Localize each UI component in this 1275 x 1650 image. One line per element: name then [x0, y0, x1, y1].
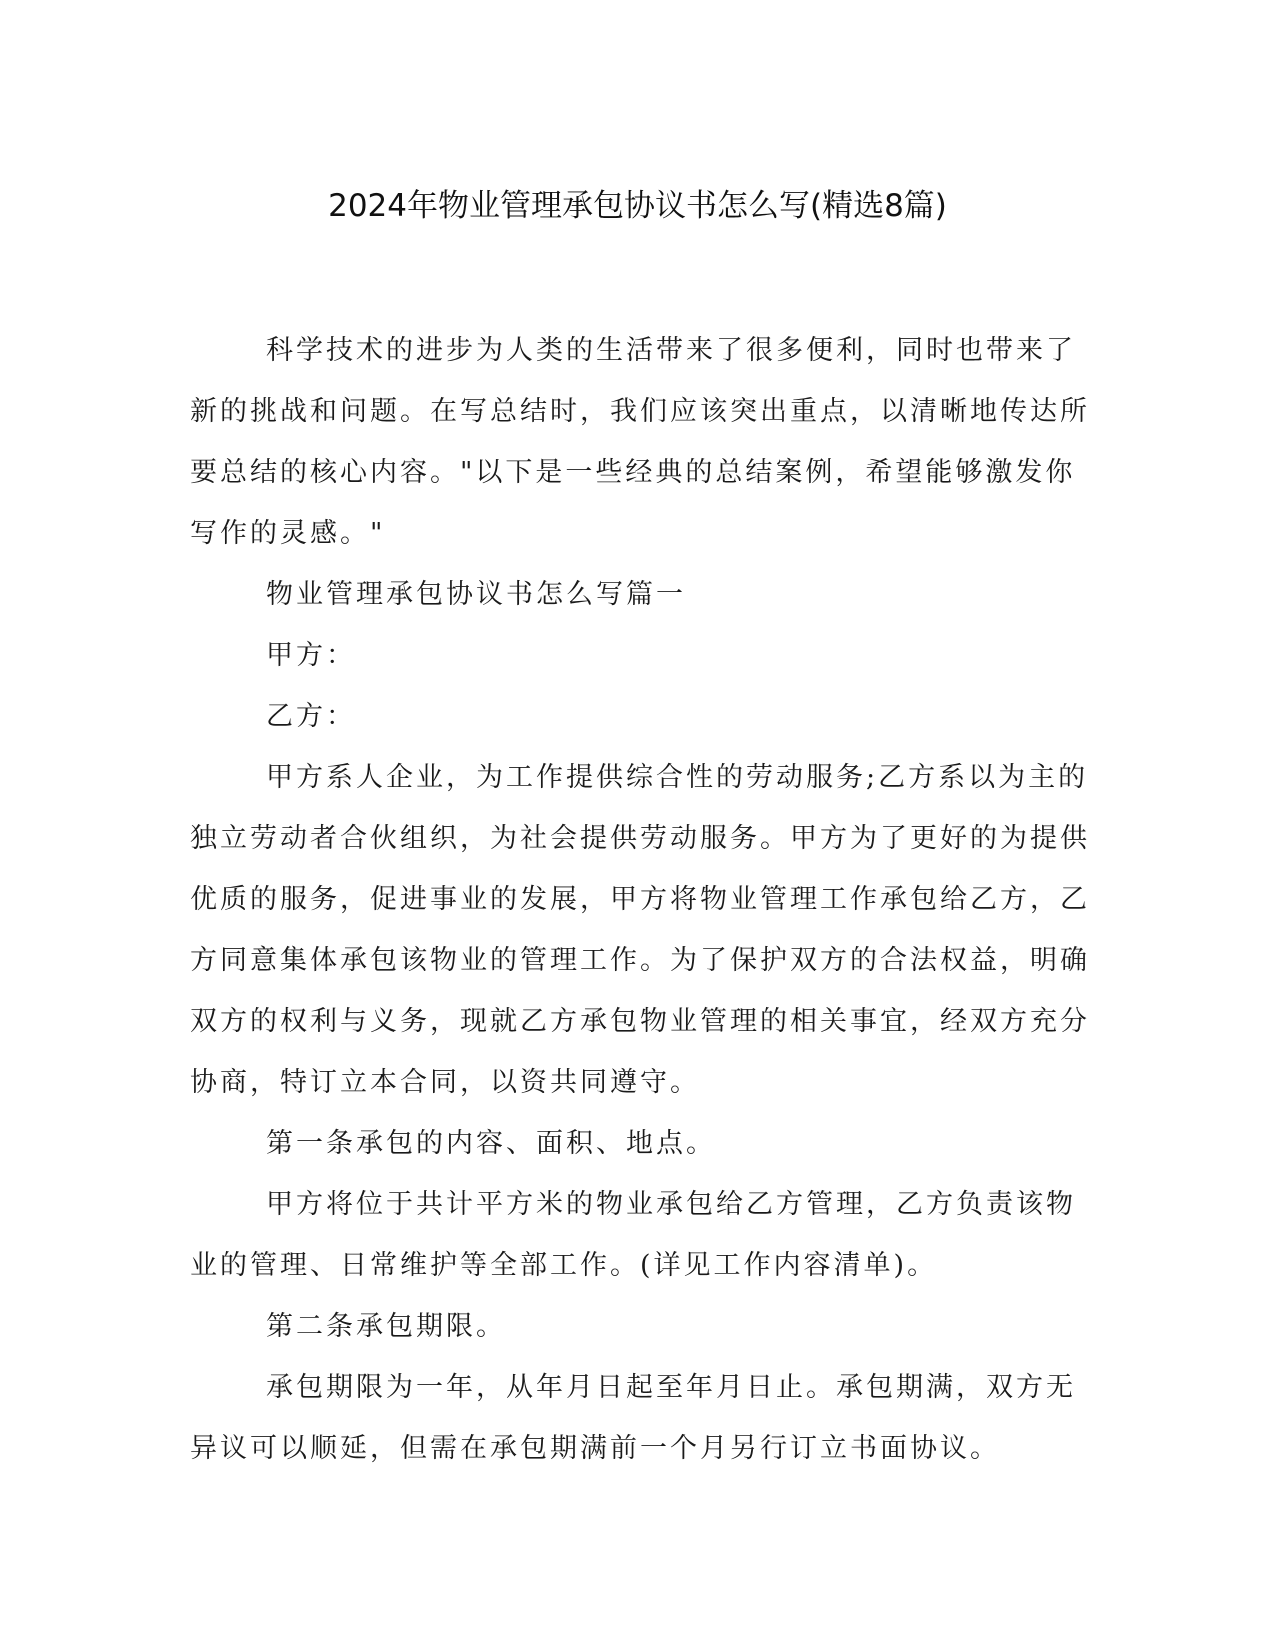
section-heading-part-one: 物业管理承包协议书怎么写篇一: [266, 579, 686, 610]
article-one-paragraph: 甲方将位于共计平方米的物业承包给乙方管理，乙方负责该物业的管理、日常维护等全部工作。(详见工作内容清单)。: [190, 1189, 1076, 1281]
preamble-paragraph: 甲方系人企业，为工作提供综合性的劳动服务;乙方系以为主的独立劳动者合伙组织，为社会提供劳动服务。甲方为了更好的为提供优质的服务，促进事业的发展，甲方将物业管理工作承包给乙方，乙方同意集体承包该物业的管理工作。为了保护双方的合法权益，明确双方的权利与义务，现就乙方承包物业管理的相关事宜，经双方充分协商，特订立本合同，以资共同遵守。: [190, 762, 1090, 1098]
document-body: [190, 320, 1090, 1479]
party-b-line: 乙方：: [266, 701, 356, 732]
article-two-paragraph: 承包期限为一年，从年月日起至年月日止。承包期满，双方无异议可以顺延，但需在承包期满前一个月另行订立书面协议。: [190, 1372, 1076, 1464]
article-one-heading: 第一条承包的内容、面积、地点。: [266, 1128, 716, 1159]
document-title: 2024年物业管理承包协议书怎么写(精选8篇): [328, 188, 947, 224]
article-two-heading: 第二条承包期限。: [266, 1311, 506, 1342]
intro-paragraph: 科学技术的进步为人类的生活带来了很多便利，同时也带来了新的挑战和问题。在写总结时，我们应该突出重点，以清晰地传达所要总结的核心内容。"以下是一些经典的总结案例，希望能够激发你写作的灵感。": [190, 335, 1090, 549]
party-a-line: 甲方：: [266, 640, 356, 671]
